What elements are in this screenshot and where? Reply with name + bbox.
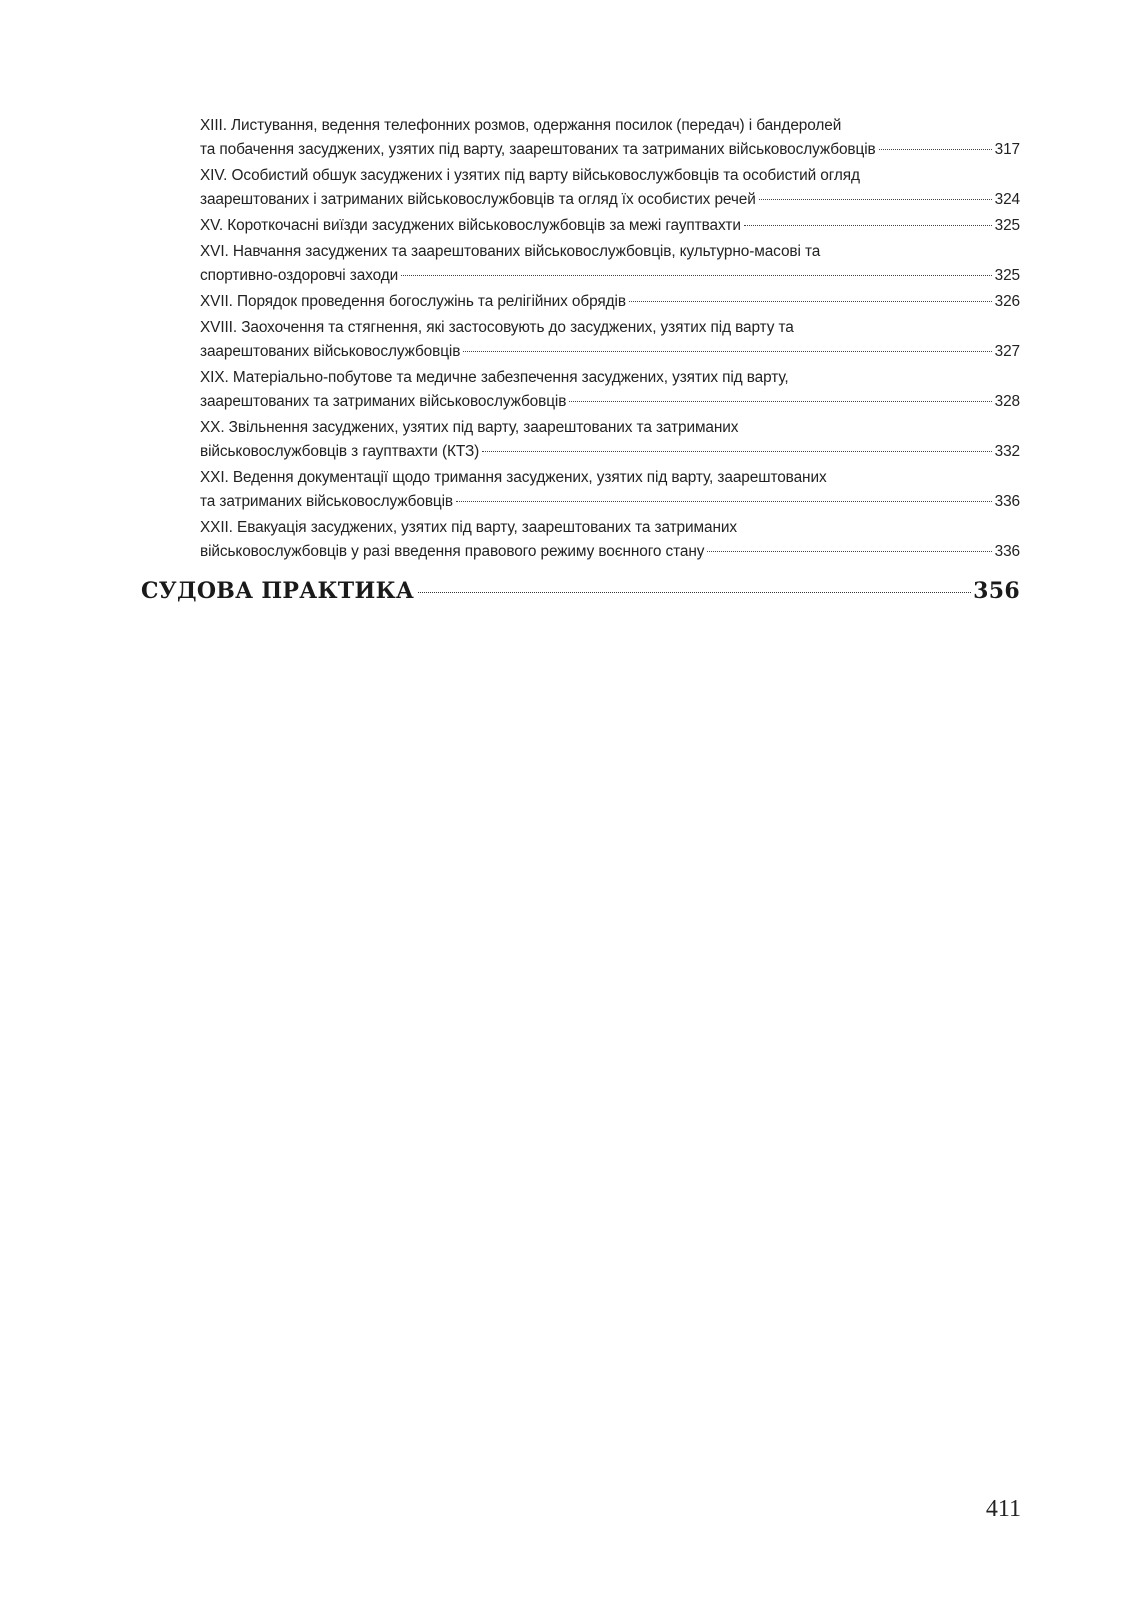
toc-page-number: 325 xyxy=(994,217,1020,234)
toc-entry-text: заарештованих і затриманих військовослужбовців та огляд їх особистих речей xyxy=(200,191,756,208)
dot-leader xyxy=(401,275,991,276)
toc-entry-last-line xyxy=(200,138,1020,162)
dot-leader xyxy=(629,301,992,302)
dot-leader xyxy=(707,551,991,552)
toc-entry-xvii[interactable] xyxy=(200,290,1020,314)
toc-entry-last-line xyxy=(200,490,1020,514)
toc-entry-xxii[interactable] xyxy=(200,516,1020,564)
toc-entry-text: та затриманих військовослужбовців xyxy=(200,493,454,510)
toc-page-number: 326 xyxy=(994,293,1020,310)
toc-entry-text: та побачення засуджених, узятих під варту, заарештованих та затриманих військовослужбовців xyxy=(200,141,876,158)
toc-entry-line: XIV. Особистий обшук засуджених і узятих під варту військовослужбовців та особистий огляд xyxy=(200,167,860,184)
toc-entry-text: військовослужбовців з гауптвахти (КТЗ) xyxy=(200,443,480,460)
toc-entry-line: XXI. Ведення документації щодо тримання засуджених, узятих під варту, заарештованих xyxy=(200,469,827,486)
dot-leader xyxy=(879,149,992,150)
toc-page-number: 317 xyxy=(994,141,1020,158)
dot-leader xyxy=(418,592,971,593)
toc-entry-xiv[interactable] xyxy=(200,164,1020,212)
toc-entry-text: XV. Короткочасні виїзди засуджених військовослужбовців за межі гауптвахти xyxy=(200,217,741,234)
toc-entry-last-line xyxy=(200,390,1020,414)
toc-entry-xxi[interactable] xyxy=(200,466,1020,514)
toc-entry-text: XVII. Порядок проведення богослужінь та релігійних обрядів xyxy=(200,293,626,310)
toc-entry-last-line xyxy=(200,214,1020,238)
dot-leader xyxy=(463,351,991,352)
toc-page-number: 325 xyxy=(994,267,1020,284)
toc-entry-text: військовослужбовців у разі введення правового режиму воєнного стану xyxy=(200,543,705,560)
toc-entry-xvi[interactable] xyxy=(200,240,1020,288)
toc-entry-text: заарештованих військовослужбовців xyxy=(200,343,461,360)
toc-entry-last-line xyxy=(200,340,1020,364)
toc-entry-line: XVI. Навчання засуджених та заарештованих військовослужбовців, культурно-масові та xyxy=(200,243,821,260)
toc-entry-text: спортивно-оздоровчі заходи xyxy=(200,267,399,284)
table-of-contents xyxy=(200,114,1020,566)
toc-entry-xx[interactable] xyxy=(200,416,1020,464)
dot-leader xyxy=(744,225,992,226)
page-number: 411 xyxy=(985,1496,1021,1522)
toc-page-number: 336 xyxy=(994,493,1020,510)
toc-entry-xix[interactable] xyxy=(200,366,1020,414)
dot-leader xyxy=(759,199,992,200)
toc-entry-last-line xyxy=(200,188,1020,212)
toc-entry-line: XIX. Матеріально-побутове та медичне забезпечення засуджених, узятих під варту, xyxy=(200,369,789,386)
toc-entry-xv[interactable] xyxy=(200,214,1020,238)
toc-entry-last-line xyxy=(200,440,1020,464)
toc-major-page-number: 356 xyxy=(973,578,1020,604)
dot-leader xyxy=(456,501,992,502)
toc-entry-last-line xyxy=(200,290,1020,314)
toc-entry-xiii[interactable] xyxy=(200,114,1020,162)
toc-entry-line: XX. Звільнення засуджених, узятих під варту, заарештованих та затриманих xyxy=(200,419,739,436)
toc-entry-line: XIII. Листування, ведення телефонних розмов, одержання посилок (передач) і бандеролей xyxy=(200,117,842,134)
toc-page-number: 327 xyxy=(994,343,1020,360)
dot-leader xyxy=(482,451,991,452)
toc-page-number: 332 xyxy=(994,443,1020,460)
toc-page-number: 328 xyxy=(994,393,1020,410)
toc-entry-xviii[interactable] xyxy=(200,316,1020,364)
toc-entry-line: XVIII. Заохочення та стягнення, які застосовують до засуджених, узятих під варту та xyxy=(200,319,794,336)
toc-page-number: 336 xyxy=(994,543,1020,560)
toc-entry-last-line xyxy=(200,264,1020,288)
toc-entry-line: XXII. Евакуація засуджених, узятих під варту, заарештованих та затриманих xyxy=(200,519,737,536)
toc-page-number: 324 xyxy=(994,191,1020,208)
toc-major-title: СУДОВА ПРАКТИКА xyxy=(141,578,415,604)
toc-major-entry-court-practice[interactable] xyxy=(141,578,1020,604)
toc-entry-text: заарештованих та затриманих військовослужбовців xyxy=(200,393,567,410)
dot-leader xyxy=(569,401,991,402)
toc-entry-last-line xyxy=(200,540,1020,564)
